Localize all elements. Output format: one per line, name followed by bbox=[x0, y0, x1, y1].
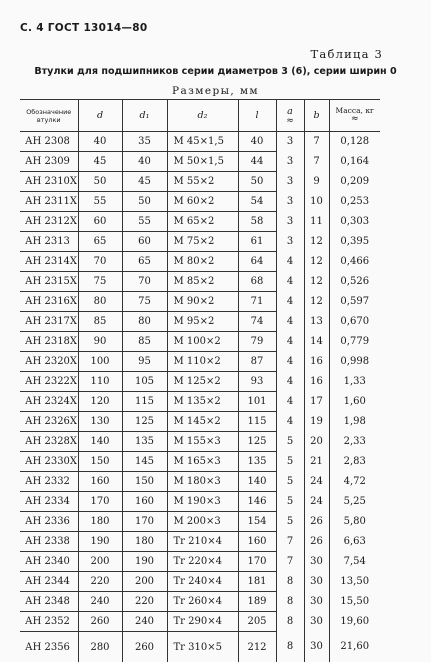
table-row bbox=[20, 272, 380, 292]
dimensions-note: Размеры, мм bbox=[0, 85, 431, 97]
cell-l: 68 bbox=[238, 272, 276, 292]
cell-d: 80 bbox=[78, 292, 122, 312]
cell-a: 8 bbox=[276, 592, 304, 612]
cell-mass: 13,50 bbox=[329, 572, 380, 592]
table-row bbox=[20, 592, 380, 612]
table-row bbox=[20, 412, 380, 432]
cell-d: 65 bbox=[78, 232, 122, 252]
cell-a: 5 bbox=[276, 512, 304, 532]
cell-l: 58 bbox=[238, 212, 276, 232]
cell-a: 5 bbox=[276, 432, 304, 452]
cell-d1: 105 bbox=[122, 372, 167, 392]
table-row bbox=[20, 612, 380, 632]
cell-l: 135 bbox=[238, 452, 276, 472]
cell-l: 181 bbox=[238, 572, 276, 592]
cell-mass: 0,395 bbox=[329, 232, 380, 252]
col-header-d1: d₁ bbox=[122, 100, 167, 132]
table-row bbox=[20, 452, 380, 472]
cell-b: 12 bbox=[304, 232, 329, 252]
table-row bbox=[20, 512, 380, 532]
cell-l: 189 bbox=[238, 592, 276, 612]
cell-b: 17 bbox=[304, 392, 329, 412]
cell-b: 12 bbox=[304, 252, 329, 272]
cell-mass: 6,63 bbox=[329, 532, 380, 552]
cell-d2: Tr 220×4 bbox=[167, 552, 238, 572]
cell-d: 150 bbox=[78, 452, 122, 472]
table-row bbox=[20, 172, 380, 192]
cell-l: 170 bbox=[238, 552, 276, 572]
cell-b: 7 bbox=[304, 152, 329, 172]
cell-d2: М 100×2 bbox=[167, 332, 238, 352]
cell-d: 60 bbox=[78, 212, 122, 232]
cell-designation: АН 2352 bbox=[20, 612, 78, 632]
cell-d: 110 bbox=[78, 372, 122, 392]
cell-a: 5 bbox=[276, 452, 304, 472]
table-row bbox=[20, 312, 380, 332]
cell-mass: 0,164 bbox=[329, 152, 380, 172]
cell-b: 11 bbox=[304, 212, 329, 232]
cell-a: 8 bbox=[276, 612, 304, 632]
cell-mass: 0,253 bbox=[329, 192, 380, 212]
cell-a: 3 bbox=[276, 152, 304, 172]
cell-designation: АН 2332 bbox=[20, 472, 78, 492]
cell-b: 16 bbox=[304, 352, 329, 372]
col-header-d2: d₂ bbox=[167, 100, 238, 132]
cell-l: 87 bbox=[238, 352, 276, 372]
cell-d2: М 60×2 bbox=[167, 192, 238, 212]
col-header-mass-approx: ≈ bbox=[330, 115, 381, 124]
table-row bbox=[20, 232, 380, 252]
cell-a: 4 bbox=[276, 392, 304, 412]
cell-mass: 1,33 bbox=[329, 372, 380, 392]
col-header-l: l bbox=[238, 100, 276, 132]
page-header: С. 4 ГОСТ 13014—80 bbox=[20, 22, 148, 34]
cell-d2: Tr 240×4 bbox=[167, 572, 238, 592]
cell-b: 10 bbox=[304, 192, 329, 212]
cell-mass: 0,998 bbox=[329, 352, 380, 372]
table-row bbox=[20, 292, 380, 312]
cell-d: 190 bbox=[78, 532, 122, 552]
cell-l: 64 bbox=[238, 252, 276, 272]
cell-b: 24 bbox=[304, 492, 329, 512]
cell-d2: М 95×2 bbox=[167, 312, 238, 332]
cell-d2: М 180×3 bbox=[167, 472, 238, 492]
cell-d2: М 80×2 bbox=[167, 252, 238, 272]
cell-l: 205 bbox=[238, 612, 276, 632]
cell-mass: 7,54 bbox=[329, 552, 380, 572]
cell-d: 170 bbox=[78, 492, 122, 512]
cell-b: 30 bbox=[304, 632, 329, 662]
cell-mass: 5,25 bbox=[329, 492, 380, 512]
cell-d1: 60 bbox=[122, 232, 167, 252]
cell-designation: АН 2318Х bbox=[20, 332, 78, 352]
table-number: Таблица 3 bbox=[311, 47, 383, 61]
cell-b: 16 bbox=[304, 372, 329, 392]
cell-l: 154 bbox=[238, 512, 276, 532]
cell-a: 3 bbox=[276, 192, 304, 212]
cell-b: 26 bbox=[304, 512, 329, 532]
cell-mass: 5,80 bbox=[329, 512, 380, 532]
cell-a: 3 bbox=[276, 132, 304, 152]
cell-l: 74 bbox=[238, 312, 276, 332]
table-row bbox=[20, 532, 380, 552]
cell-b: 12 bbox=[304, 272, 329, 292]
cell-designation: АН 2312Х bbox=[20, 212, 78, 232]
cell-d: 200 bbox=[78, 552, 122, 572]
col-header-a bbox=[276, 100, 304, 132]
table-header-row bbox=[20, 100, 380, 132]
cell-d1: 95 bbox=[122, 352, 167, 372]
cell-l: 125 bbox=[238, 432, 276, 452]
cell-designation: АН 2330Х bbox=[20, 452, 78, 472]
cell-d: 50 bbox=[78, 172, 122, 192]
cell-d2: М 200×3 bbox=[167, 512, 238, 532]
cell-mass: 4,72 bbox=[329, 472, 380, 492]
cell-designation: АН 2310Х bbox=[20, 172, 78, 192]
cell-b: 26 bbox=[304, 532, 329, 552]
cell-designation: АН 2344 bbox=[20, 572, 78, 592]
cell-d2: Tr 260×4 bbox=[167, 592, 238, 612]
cell-d2: М 135×2 bbox=[167, 392, 238, 412]
cell-d: 90 bbox=[78, 332, 122, 352]
cell-a: 4 bbox=[276, 352, 304, 372]
cell-l: 160 bbox=[238, 532, 276, 552]
cell-d2: М 155×3 bbox=[167, 432, 238, 452]
cell-b: 13 bbox=[304, 312, 329, 332]
cell-l: 212 bbox=[238, 632, 276, 662]
col-header-b: b bbox=[304, 100, 329, 132]
cell-l: 146 bbox=[238, 492, 276, 512]
cell-l: 61 bbox=[238, 232, 276, 252]
cell-l: 71 bbox=[238, 292, 276, 312]
table-row bbox=[20, 352, 380, 372]
cell-d: 85 bbox=[78, 312, 122, 332]
cell-d1: 75 bbox=[122, 292, 167, 312]
cell-d: 75 bbox=[78, 272, 122, 292]
cell-b: 30 bbox=[304, 572, 329, 592]
cell-a: 8 bbox=[276, 572, 304, 592]
cell-designation: АН 2313 bbox=[20, 232, 78, 252]
cell-designation: АН 2326Х bbox=[20, 412, 78, 432]
cell-d: 55 bbox=[78, 192, 122, 212]
cell-d: 45 bbox=[78, 152, 122, 172]
cell-d1: 45 bbox=[122, 172, 167, 192]
cell-a: 3 bbox=[276, 212, 304, 232]
cell-d2: Tr 210×4 bbox=[167, 532, 238, 552]
table-body bbox=[20, 132, 380, 662]
cell-a: 4 bbox=[276, 312, 304, 332]
col-header-a-label: a bbox=[287, 106, 293, 117]
cell-d1: 180 bbox=[122, 532, 167, 552]
cell-d1: 240 bbox=[122, 612, 167, 632]
cell-l: 79 bbox=[238, 332, 276, 352]
cell-d2: М 165×3 bbox=[167, 452, 238, 472]
cell-l: 40 bbox=[238, 132, 276, 152]
col-header-a-approx: ≈ bbox=[277, 117, 304, 126]
cell-designation: АН 2320Х bbox=[20, 352, 78, 372]
cell-designation: АН 2356 bbox=[20, 632, 78, 662]
cell-a: 4 bbox=[276, 292, 304, 312]
cell-designation: АН 2309 bbox=[20, 152, 78, 172]
cell-mass: 0,466 bbox=[329, 252, 380, 272]
cell-b: 30 bbox=[304, 552, 329, 572]
cell-d2: М 125×2 bbox=[167, 372, 238, 392]
cell-d2: Tr 290×4 bbox=[167, 612, 238, 632]
cell-d: 100 bbox=[78, 352, 122, 372]
cell-a: 8 bbox=[276, 632, 304, 662]
cell-d1: 150 bbox=[122, 472, 167, 492]
cell-d: 130 bbox=[78, 412, 122, 432]
cell-a: 4 bbox=[276, 332, 304, 352]
cell-mass: 15,50 bbox=[329, 592, 380, 612]
cell-d1: 115 bbox=[122, 392, 167, 412]
cell-a: 5 bbox=[276, 472, 304, 492]
table-row bbox=[20, 212, 380, 232]
cell-d1: 40 bbox=[122, 152, 167, 172]
cell-d2: М 90×2 bbox=[167, 292, 238, 312]
cell-d2: М 110×2 bbox=[167, 352, 238, 372]
cell-a: 4 bbox=[276, 252, 304, 272]
cell-mass: 0,128 bbox=[329, 132, 380, 152]
cell-mass: 0,779 bbox=[329, 332, 380, 352]
cell-d: 180 bbox=[78, 512, 122, 532]
cell-l: 115 bbox=[238, 412, 276, 432]
table-row bbox=[20, 432, 380, 452]
cell-l: 54 bbox=[238, 192, 276, 212]
cell-d2: М 55×2 bbox=[167, 172, 238, 192]
cell-designation: АН 2314Х bbox=[20, 252, 78, 272]
table-row bbox=[20, 192, 380, 212]
cell-d1: 125 bbox=[122, 412, 167, 432]
cell-mass: 0,209 bbox=[329, 172, 380, 192]
col-header-d: d bbox=[78, 100, 122, 132]
cell-l: 44 bbox=[238, 152, 276, 172]
cell-mass: 0,526 bbox=[329, 272, 380, 292]
cell-d1: 190 bbox=[122, 552, 167, 572]
cell-b: 19 bbox=[304, 412, 329, 432]
cell-d1: 65 bbox=[122, 252, 167, 272]
cell-mass: 0,670 bbox=[329, 312, 380, 332]
table-row bbox=[20, 472, 380, 492]
table-row bbox=[20, 492, 380, 512]
cell-d: 160 bbox=[78, 472, 122, 492]
cell-a: 5 bbox=[276, 492, 304, 512]
cell-d1: 55 bbox=[122, 212, 167, 232]
cell-a: 4 bbox=[276, 272, 304, 292]
cell-d: 220 bbox=[78, 572, 122, 592]
cell-b: 30 bbox=[304, 592, 329, 612]
cell-designation: АН 2328Х bbox=[20, 432, 78, 452]
cell-a: 3 bbox=[276, 172, 304, 192]
table-title: Втулки для подшипников серии диаметров 3 (6), серии ширин 0 bbox=[0, 66, 431, 77]
cell-d1: 50 bbox=[122, 192, 167, 212]
cell-a: 7 bbox=[276, 532, 304, 552]
cell-l: 93 bbox=[238, 372, 276, 392]
cell-d: 70 bbox=[78, 252, 122, 272]
table-row bbox=[20, 552, 380, 572]
cell-d1: 160 bbox=[122, 492, 167, 512]
col-header-mass-label: Масса, кг bbox=[336, 106, 374, 115]
cell-d: 140 bbox=[78, 432, 122, 452]
cell-b: 9 bbox=[304, 172, 329, 192]
cell-designation: АН 2348 bbox=[20, 592, 78, 612]
cell-mass: 21,60 bbox=[329, 632, 380, 662]
cell-designation: АН 2334 bbox=[20, 492, 78, 512]
cell-d1: 35 bbox=[122, 132, 167, 152]
cell-b: 30 bbox=[304, 612, 329, 632]
cell-designation: АН 2308 bbox=[20, 132, 78, 152]
cell-l: 140 bbox=[238, 472, 276, 492]
cell-d: 40 bbox=[78, 132, 122, 152]
cell-d2: М 145×2 bbox=[167, 412, 238, 432]
cell-designation: АН 2316Х bbox=[20, 292, 78, 312]
cell-d1: 200 bbox=[122, 572, 167, 592]
cell-mass: 2,83 bbox=[329, 452, 380, 472]
cell-a: 7 bbox=[276, 552, 304, 572]
cell-d2: М 50×1,5 bbox=[167, 152, 238, 172]
cell-d: 120 bbox=[78, 392, 122, 412]
cell-d2: М 45×1,5 bbox=[167, 132, 238, 152]
cell-designation: АН 2324Х bbox=[20, 392, 78, 412]
cell-designation: АН 2315Х bbox=[20, 272, 78, 292]
table-row bbox=[20, 332, 380, 352]
cell-d1: 260 bbox=[122, 632, 167, 662]
cell-mass: 19,60 bbox=[329, 612, 380, 632]
cell-mass: 1,60 bbox=[329, 392, 380, 412]
cell-d: 240 bbox=[78, 592, 122, 612]
cell-d1: 220 bbox=[122, 592, 167, 612]
cell-mass: 1,98 bbox=[329, 412, 380, 432]
table-row bbox=[20, 152, 380, 172]
cell-mass: 2,33 bbox=[329, 432, 380, 452]
col-header-mass bbox=[329, 100, 380, 132]
cell-b: 20 bbox=[304, 432, 329, 452]
cell-designation: АН 2311Х bbox=[20, 192, 78, 212]
cell-d1: 145 bbox=[122, 452, 167, 472]
cell-d1: 80 bbox=[122, 312, 167, 332]
cell-b: 14 bbox=[304, 332, 329, 352]
cell-d: 260 bbox=[78, 612, 122, 632]
table-row bbox=[20, 252, 380, 272]
cell-mass: 0,303 bbox=[329, 212, 380, 232]
cell-designation: АН 2317Х bbox=[20, 312, 78, 332]
table-row bbox=[20, 132, 380, 152]
cell-d1: 85 bbox=[122, 332, 167, 352]
cell-a: 3 bbox=[276, 232, 304, 252]
col-header-designation: Обозначение втулки bbox=[20, 100, 78, 132]
cell-designation: АН 2338 bbox=[20, 532, 78, 552]
cell-d1: 70 bbox=[122, 272, 167, 292]
table-row bbox=[20, 392, 380, 412]
cell-d2: М 75×2 bbox=[167, 232, 238, 252]
cell-d2: М 65×2 bbox=[167, 212, 238, 232]
table-row bbox=[20, 632, 380, 662]
cell-mass: 0,597 bbox=[329, 292, 380, 312]
cell-a: 4 bbox=[276, 412, 304, 432]
cell-b: 7 bbox=[304, 132, 329, 152]
cell-d2: М 85×2 bbox=[167, 272, 238, 292]
cell-designation: АН 2336 bbox=[20, 512, 78, 532]
cell-designation: АН 2322Х bbox=[20, 372, 78, 392]
table-row bbox=[20, 372, 380, 392]
cell-d2: Tr 310×5 bbox=[167, 632, 238, 662]
cell-a: 4 bbox=[276, 372, 304, 392]
cell-designation: АН 2340 bbox=[20, 552, 78, 572]
cell-d1: 170 bbox=[122, 512, 167, 532]
cell-l: 50 bbox=[238, 172, 276, 192]
table-row bbox=[20, 572, 380, 592]
cell-l: 101 bbox=[238, 392, 276, 412]
cell-b: 21 bbox=[304, 452, 329, 472]
cell-d2: М 190×3 bbox=[167, 492, 238, 512]
cell-b: 24 bbox=[304, 472, 329, 492]
cell-b: 12 bbox=[304, 292, 329, 312]
cell-d1: 135 bbox=[122, 432, 167, 452]
cell-d: 280 bbox=[78, 632, 122, 662]
bushings-table bbox=[20, 99, 380, 662]
